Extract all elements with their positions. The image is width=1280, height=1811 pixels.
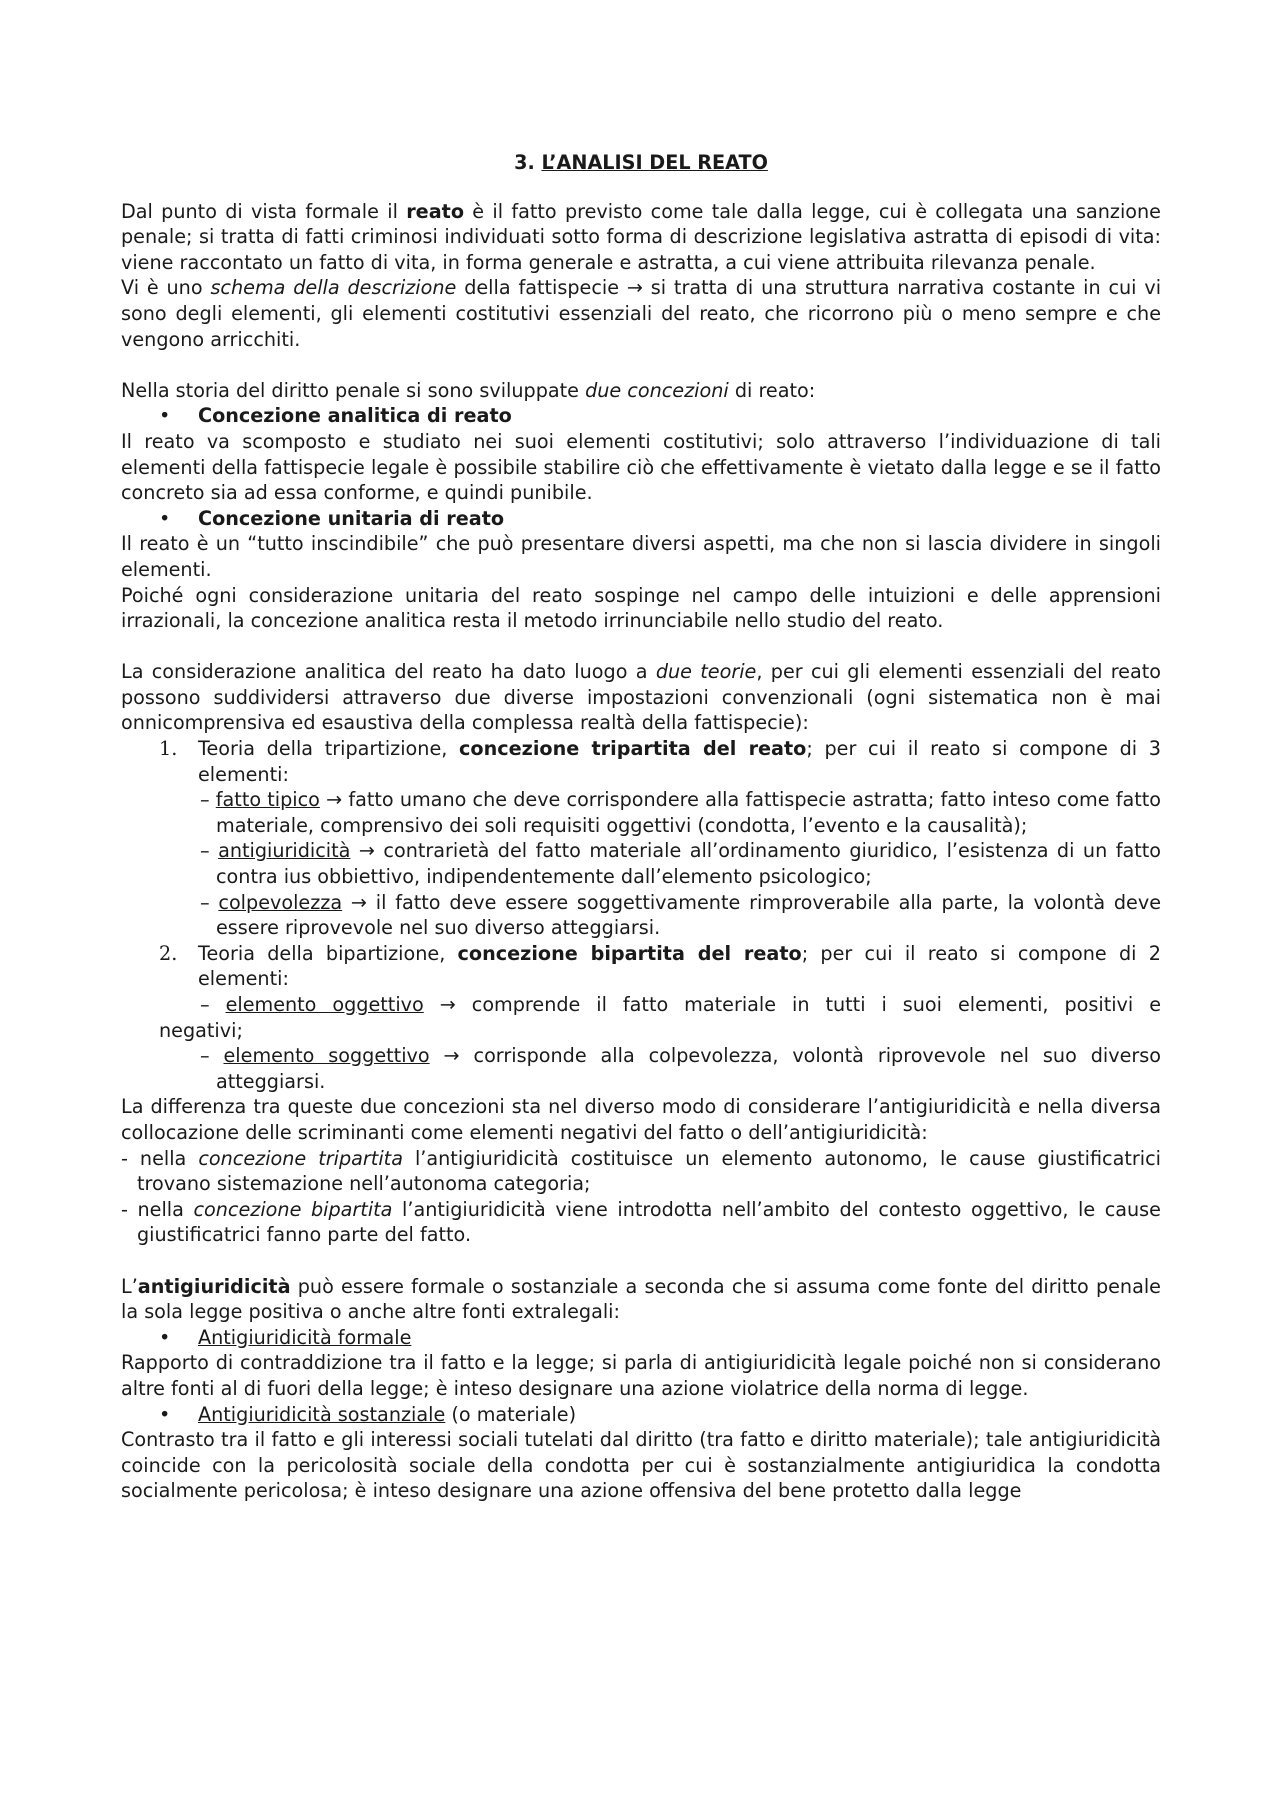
bullet-antigiuridicita-sostanziale: • Antigiuridicità sostanziale (o materiale) (121, 1402, 1161, 1428)
concezione-analitica-text: Il reato va scomposto e studiato nei suoi elementi costitutivi; solo attraverso l’individuazione di tali elementi della fattispecie legale è possibile stabilire ciò che effettivamente è vietato dalla legge e se il fatto concreto sia ad essa conforme, e quindi punibile. (121, 429, 1161, 505)
dash-item-tripartita: - nella concezione tripartita l’antigiuridicità costituisce un elemento autonomo, le cause giustificatrici trovano sistemazione nell’autonoma categoria; (121, 1146, 1161, 1196)
concezione-unitaria-text-2: Poiché ogni considerazione unitaria del reato sospinge nel campo delle intuizioni e delle apprensioni irrazionali, la concezione analitica resta il metodo irrinunciabile nello studio del reato. (121, 583, 1161, 633)
antigiuridicita-sostanziale-text: Contrasto tra il fatto e gli interessi sociali tutelati dal diritto (tra fatto e diritto materiale); tale antigiuridicità coincide con la pericolosità sociale della condotta per cui è sostanzialmente antigiuridica la condotta socialmente pericolosa; è inteso designare una azione offensiva del bene protetto dalla legge (121, 1428, 1161, 1503)
bipartizione-elemento-oggettivo-cont: negativi; (159, 1018, 243, 1042)
numbered-item-tripartizione: 1. Teoria della tripartizione, concezione tripartita del reato; per cui il reato si compone di 3 elementi: (159, 737, 1162, 786)
schema-paragraph: Vi è uno schema della descrizione della fattispecie → si tratta di una struttura narrativa costante in cui vi sono degli elementi, gli elementi costitutivi essenziali del reato, che ricorrono più o meno sempre e che vengono arricchiti. (121, 276, 1162, 351)
numbered-item-bipartizione: 2. Teoria della bipartizione, concezione bipartita del reato; per cui il reato si compone di 2 elementi: (159, 941, 1161, 991)
bullet-antigiuridicita-formale: • Antigiuridicità formale (121, 1325, 1161, 1351)
bipartizione-elemento-oggettivo: – elemento oggettivo → comprende il fatto materiale in tutti i suoi elementi, positivi e (200, 993, 1162, 1016)
section-title: 3. L’ANALISI DEL REATO (514, 151, 768, 174)
concezione-unitaria-text: Il reato è un “tutto inscindibile” che può presentare diversi aspetti, ma che non si lascia dividere in singoli elementi. (121, 532, 1161, 581)
document-page (121, 150, 1161, 1504)
dash-item-bipartita: - nella concezione bipartita l’antigiuridicità viene introdotta nell’ambito del contesto oggettivo, le cause giustificatrici fanno parte del fatto. (121, 1197, 1161, 1247)
tripartizione-colpevolezza: – colpevolezza → il fatto deve essere soggettivamente rimproverabile alla parte, la volontà deve essere riprovevole nel suo diverso atteggiarsi. (200, 890, 1162, 940)
bullet-concezione-analitica: • Concezione analitica di reato (121, 403, 1161, 429)
differenza-paragraph: La differenza tra queste due concezioni sta nel diverso modo di considerare l’antigiuridicità e nella diversa collocazione delle scriminanti come elementi negativi del fatto o dell’antigiuridicità: (121, 1095, 1161, 1144)
bullet-concezione-unitaria: • Concezione unitaria di reato (121, 506, 1161, 532)
antigiuridicita-paragraph: L’antigiuridicità può essere formale o sostanziale a seconda che si assuma come fonte del diritto penale la sola legge positiva o anche altre fonti extralegali: (121, 1274, 1161, 1324)
tripartizione-fatto-tipico: – fatto tipico → fatto umano che deve corrispondere alla fattispecie astratta; fatto inteso come fatto materiale, comprensivo dei soli requisiti oggettivi (condotta, l’evento e la causalità); (200, 788, 1161, 837)
antigiuridicita-formale-text: Rapporto di contraddizione tra il fatto e la legge; si parla di antigiuridicità legale poiché non si considerano altre fonti al di fuori della legge; è inteso designare una azione violatrice della norma di legge. (121, 1351, 1161, 1400)
teorie-paragraph: La considerazione analitica del reato ha dato luogo a due teorie, per cui gli elementi essenziali del reato possono suddividersi attraverso due diverse impostazioni convenzionali (ogni sistematica non è mai onnicomprensiva ed esaustiva della complessa realtà della fattispecie): (121, 660, 1161, 735)
bipartizione-elemento-soggettivo: – elemento soggettivo → corrisponde alla colpevolezza, volontà riprovevole nel suo diverso atteggiarsi. (200, 1044, 1161, 1093)
intro-paragraph: Dal punto di vista formale il reato è il fatto previsto come tale dalla legge, cui è collegata una sanzione penale; si tratta di fatti criminosi individuati sotto forma di descrizione legislativa astratta di episodi di vita: viene raccontato un fatto di vita, in forma generale e astratta, a cui viene attribuita rilevanza penale. (121, 199, 1161, 274)
concezioni-intro: Nella storia del diritto penale si sono sviluppate due concezioni di reato: (121, 378, 816, 402)
tripartizione-antigiuridicita: – antigiuridicità → contrarietà del fatto materiale all’ordinamento giuridico, l’esistenza di un fatto contra ius obbiettivo, indipendentemente dall’elemento psicologico; (200, 839, 1161, 889)
